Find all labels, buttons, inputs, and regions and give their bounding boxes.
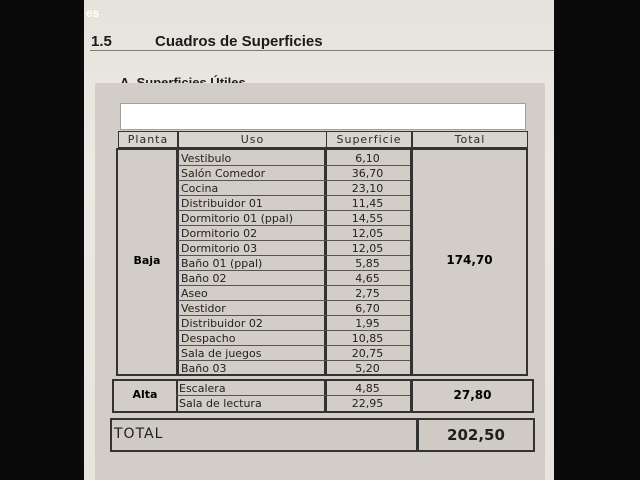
baja-uso-cell: Salón Comedor	[178, 166, 325, 181]
section-number: 1.5	[91, 33, 112, 50]
baja-uso-cell: Dormitorio 03	[178, 241, 325, 256]
baja-superficie-cell: 5,20	[355, 362, 380, 375]
baja-uso-cell: Despacho	[178, 331, 325, 346]
baja-superficie-cell: 20,75	[325, 346, 410, 361]
baja-superficie-cell: 4,65	[325, 271, 410, 286]
baja-uso-cell: Distribuidor 01	[178, 196, 325, 211]
alta-planta-label: Alta	[132, 388, 158, 401]
alta-total-value: 27,80	[453, 388, 492, 402]
baja-total-value: 174,70	[446, 253, 493, 267]
baja-superficie-cell: 6,10	[325, 151, 410, 166]
baja-superficie-cell: 14,55	[325, 211, 410, 226]
baja-superficie-cell: 2,75	[325, 286, 410, 301]
baja-uso-cell: Distribuidor 02	[178, 316, 325, 331]
grand-total-value: 202,50	[447, 426, 505, 444]
baja-superficie-cell: 5,85	[325, 256, 410, 271]
header-planta: Planta	[118, 131, 178, 148]
redacted-band	[120, 103, 526, 130]
baja-uso-cell: Sala de juegos	[178, 346, 325, 361]
baja-superficie-cell: 11,45	[325, 196, 410, 211]
header-total: Total	[412, 131, 528, 148]
baja-uso-cell: Dormitorio 01 (ppal)	[178, 211, 325, 226]
baja-uso-cell: Aseo	[178, 286, 325, 301]
header-uso: Uso	[178, 131, 327, 148]
baja-uso-cell: Baño 03	[181, 362, 227, 375]
baja-uso-cell: Vestibulo	[178, 151, 325, 166]
section-title: Cuadros de Superficies	[155, 33, 323, 50]
baja-superficie-cell: 6,70	[325, 301, 410, 316]
baja-uso-cell: Dormitorio 02	[178, 226, 325, 241]
baja-uso-cell: Vestidor	[178, 301, 325, 316]
baja-superficie-cell: 12,05	[325, 241, 410, 256]
baja-superficie-cell: 36,70	[325, 166, 410, 181]
baja-uso-cell: Cocina	[178, 181, 325, 196]
grand-total-label: TOTAL	[114, 426, 164, 442]
baja-superficie-cell: 10,85	[325, 331, 410, 346]
baja-superficie-cell: 23,10	[325, 181, 410, 196]
section-divider	[90, 50, 554, 51]
header-superficie: Superficie	[326, 131, 412, 148]
alta-superficie-cell: 4,85	[325, 381, 410, 396]
alta-superficie-cell: 22,95	[351, 397, 384, 410]
baja-superficie-cell: 1,95	[325, 316, 410, 331]
watermark-logo: es	[86, 6, 100, 20]
baja-superficie-cell: 12,05	[325, 226, 410, 241]
alta-uso-cell: Sala de lectura	[179, 397, 262, 410]
alta-uso-cell: Escalera	[176, 381, 325, 396]
baja-planta-label: Baja	[133, 254, 161, 267]
baja-uso-cell: Baño 02	[178, 271, 325, 286]
baja-uso-cell: Baño 01 (ppal)	[178, 256, 325, 271]
